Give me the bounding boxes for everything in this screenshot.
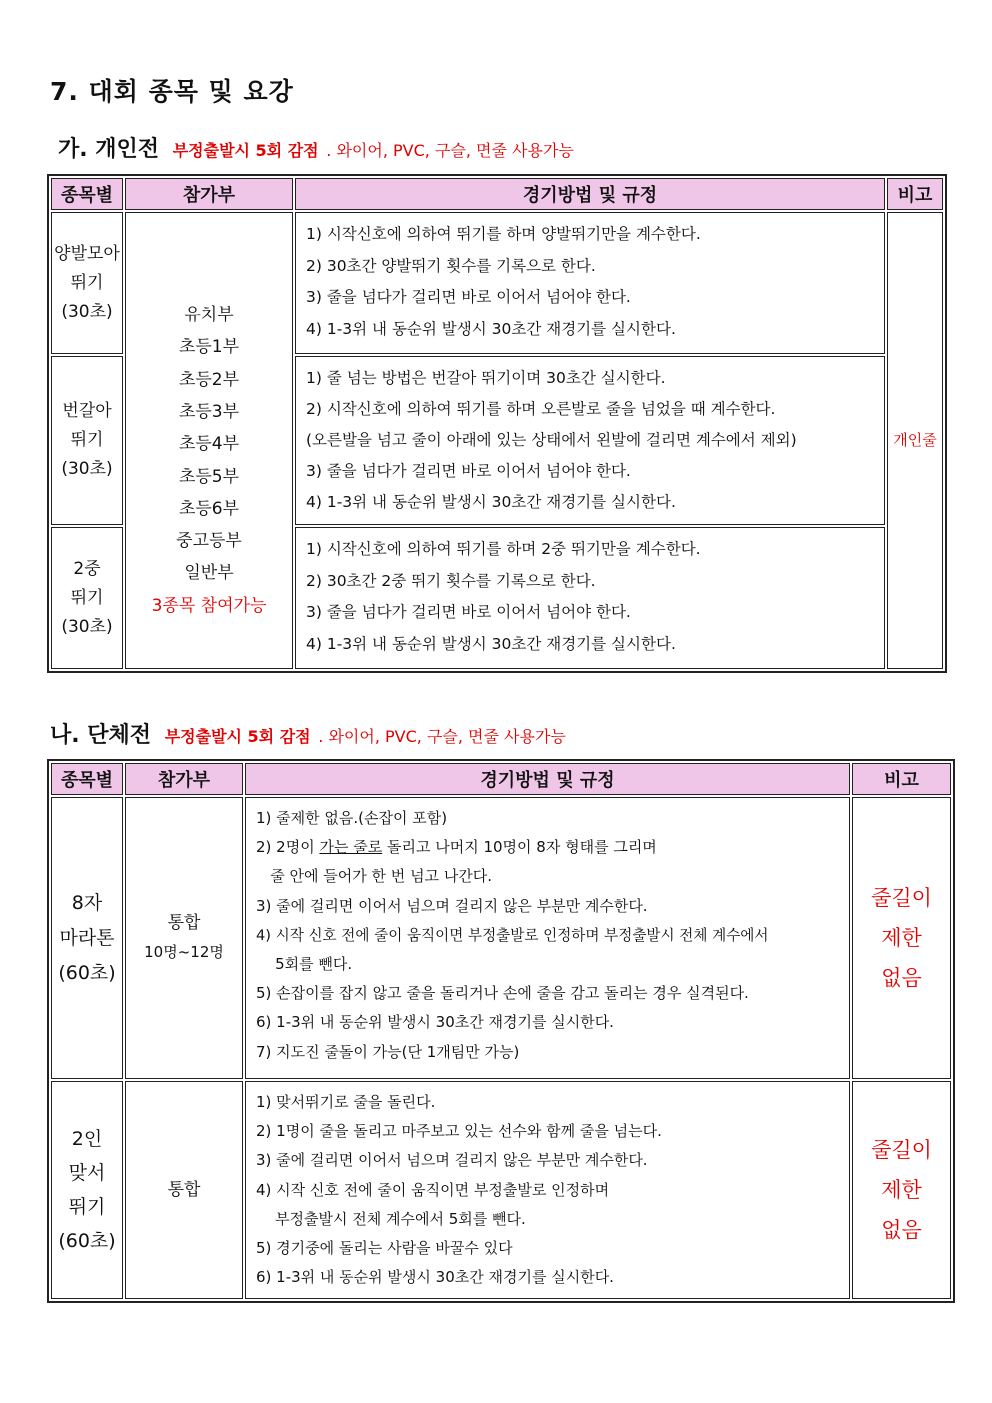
team-materials: . 와이어, PVC, 구슬, 면줄 사용가능 — [318, 727, 566, 746]
rule-line: 줄 안에 들어가 한 번 넘고 나간다. — [256, 867, 493, 886]
team-heading — [50, 718, 566, 749]
table-header-row — [51, 178, 943, 210]
event-name-line: 마라톤 — [59, 926, 115, 949]
event-name — [51, 356, 123, 525]
rules-cell — [295, 212, 885, 354]
table-row — [51, 1081, 951, 1299]
rules-cell — [295, 527, 885, 669]
rule-line: 2) 1명이 줄을 돌리고 마주보고 있는 선수와 함께 줄을 넘는다. — [256, 1122, 662, 1141]
remark-cell — [852, 797, 951, 1079]
rule-line: 2) 30초간 2중 뛰기 횟수를 기록으로 한다. — [306, 571, 596, 590]
rule-line: 3) 줄을 넘다가 걸리면 바로 이어서 넘어야 한다. — [306, 288, 631, 306]
header-remark: 비고 — [887, 178, 943, 210]
event-name-line: 뛰기 — [68, 1196, 106, 1219]
header-division: 참가부 — [125, 763, 243, 795]
rule-line: 3) 줄에 걸리면 이어서 넘으며 걸리지 않은 부분만 계수한다. — [256, 1151, 648, 1170]
event-name-line: (60초) — [58, 1230, 116, 1253]
division-note: 3종목 참여가능 — [151, 595, 267, 616]
division-cell: 통합 — [125, 1081, 243, 1299]
division-name: 통합 — [167, 913, 201, 933]
remark-line: 줄길이 — [871, 886, 932, 910]
rules-cell — [245, 1081, 850, 1299]
individual-table — [47, 174, 947, 673]
event-name-line: (30초) — [61, 301, 113, 322]
rule-line: 4) 1-3위 내 동순위 발생시 30초간 재경기를 실시한다. — [306, 493, 676, 511]
remark-line: 제한 — [881, 926, 922, 950]
rule-line: 5) 손잡이를 잡지 않고 줄을 돌리거나 손에 줄을 감고 돌리는 경우 실격된다. — [256, 984, 749, 1003]
event-name-line: 2중 — [73, 558, 101, 579]
rule-line: 6) 1-3위 내 동순위 발생시 30초간 재경기를 실시한다. — [256, 1013, 614, 1032]
rules-cell — [245, 797, 850, 1079]
rule-line: 4) 1-3위 내 동순위 발생시 30초간 재경기를 실시한다. — [306, 634, 676, 653]
rule-line: (오른발을 넘고 줄이 아래에 있는 상태에서 왼발에 걸리면 계수에서 제외) — [306, 431, 797, 449]
remark-cell: 개인줄 — [887, 212, 943, 669]
team-title: 나. 단체전 — [50, 723, 152, 748]
rule-line: 3) 줄을 넘다가 걸리면 바로 이어서 넘어야 한다. — [306, 462, 631, 480]
remark-cell — [852, 1081, 951, 1299]
rule-line: 4) 1-3위 내 동순위 발생시 30초간 재경기를 실시한다. — [306, 319, 676, 338]
rule-underlined-text: 가는 줄로 — [319, 838, 383, 857]
remark-line: 없음 — [881, 1218, 922, 1243]
division-item: 초등2부 — [178, 369, 240, 390]
rule-line: 5) 경기중에 돌리는 사람을 바꿀수 있다 — [256, 1239, 513, 1258]
rule-line: 1) 맞서뛰기로 줄을 돌린다. — [256, 1093, 436, 1111]
division-item: 중고등부 — [176, 531, 242, 552]
event-name-line: (60초) — [58, 961, 116, 984]
individual-materials: . 와이어, PVC, 구슬, 면줄 사용가능 — [326, 141, 574, 160]
header-event: 종목별 — [51, 763, 123, 795]
division-item: 초등5부 — [178, 466, 240, 487]
division-item: 초등3부 — [178, 401, 240, 422]
division-item: 초등4부 — [178, 434, 240, 455]
rule-line — [256, 833, 849, 862]
division-sub: 10명~12명 — [144, 943, 224, 961]
rule-line: 4) 시작 신호 전에 줄이 움직이면 부정출발로 인정하며 부정출발시 전체 계수에서 — [256, 926, 769, 944]
division-cell — [125, 797, 243, 1079]
remark-line: 줄길이 — [871, 1138, 932, 1163]
team-penalty: 부정출발시 5회 감점 — [164, 727, 311, 746]
division-list — [125, 212, 293, 669]
individual-title: 가. 개인전 — [58, 137, 160, 162]
header-remark: 비고 — [852, 763, 951, 795]
event-name — [51, 797, 123, 1079]
individual-penalty: 부정출발시 5회 감점 — [172, 141, 319, 160]
division-item: 일반부 — [184, 563, 234, 584]
rule-line: 부정출발시 전체 계수에서 5회를 뺀다. — [256, 1209, 526, 1228]
rule-line: 1) 줄 넘는 방법은 번갈아 뛰기이며 30초간 실시한다. — [306, 369, 666, 387]
rule-line: 6) 1-3위 내 동순위 발생시 30초간 재경기를 실시한다. — [256, 1268, 614, 1287]
event-name-line: 뛰기 — [70, 272, 104, 293]
remark-line: 제한 — [881, 1178, 922, 1203]
rule-line: 7) 지도진 줄돌이 가능(단 1개팀만 가능) — [256, 1042, 520, 1061]
rule-line: 2) 30초간 양발뛰기 횟수를 기록으로 한다. — [306, 256, 596, 275]
table-row — [51, 212, 943, 354]
section-heading: 7. 대회 종목 및 요강 — [50, 77, 294, 106]
event-name-line: 맞서 — [68, 1162, 106, 1185]
event-name-line: 번갈아 — [62, 401, 112, 421]
rule-line: 2) 시작신호에 의하여 뛰기를 하며 오른발로 줄을 넘었을 때 계수한다. — [306, 400, 776, 418]
rule-line: 3) 줄을 넘다가 걸리면 바로 이어서 넘어야 한다. — [306, 603, 631, 621]
event-name-line: 뛰기 — [70, 430, 104, 450]
event-name — [51, 1081, 123, 1299]
division-item: 초등1부 — [178, 337, 240, 358]
header-division: 참가부 — [125, 178, 293, 210]
event-name-line: 뛰기 — [70, 587, 104, 608]
rule-line: 1) 시작신호에 의하여 뛰기를 하며 양발뛰기만을 계수한다. — [306, 225, 701, 243]
header-rules: 경기방법 및 규정 — [245, 763, 850, 795]
event-name — [51, 527, 123, 669]
table-header-row — [51, 763, 951, 795]
event-name — [51, 212, 123, 354]
rule-line: 1) 줄제한 없음.(손잡이 포함) — [256, 809, 448, 827]
event-name-line: (30초) — [61, 459, 113, 479]
division-item: 초등6부 — [178, 498, 240, 519]
rule-line: 3) 줄에 걸리면 이어서 넘으며 걸리지 않은 부분만 계수한다. — [256, 896, 648, 915]
rule-line: 1) 시작신호에 의하여 뛰기를 하며 2중 뛰기만을 계수한다. — [306, 540, 701, 558]
event-name-line: (30초) — [61, 616, 113, 637]
individual-heading — [58, 132, 574, 163]
header-event: 종목별 — [51, 178, 123, 210]
event-name-line: 양발모아 — [54, 243, 120, 264]
rules-cell — [295, 356, 885, 525]
rule-text: 2) 2명이 — [256, 838, 320, 857]
rule-line: 5회를 뺀다. — [256, 955, 353, 974]
event-name-line: 8자 — [71, 891, 103, 914]
team-table — [47, 759, 955, 1303]
table-row — [51, 797, 951, 1079]
event-name-line: 2인 — [71, 1128, 103, 1151]
remark-line: 없음 — [881, 966, 922, 990]
division-item: 유치부 — [184, 305, 234, 326]
rule-text: 돌리고 나머지 10명이 8자 형태를 그리며 — [382, 838, 657, 857]
header-rules: 경기방법 및 규정 — [295, 178, 885, 210]
rule-line: 4) 시작 신호 전에 줄이 움직이면 부정출발로 인정하며 — [256, 1180, 610, 1199]
